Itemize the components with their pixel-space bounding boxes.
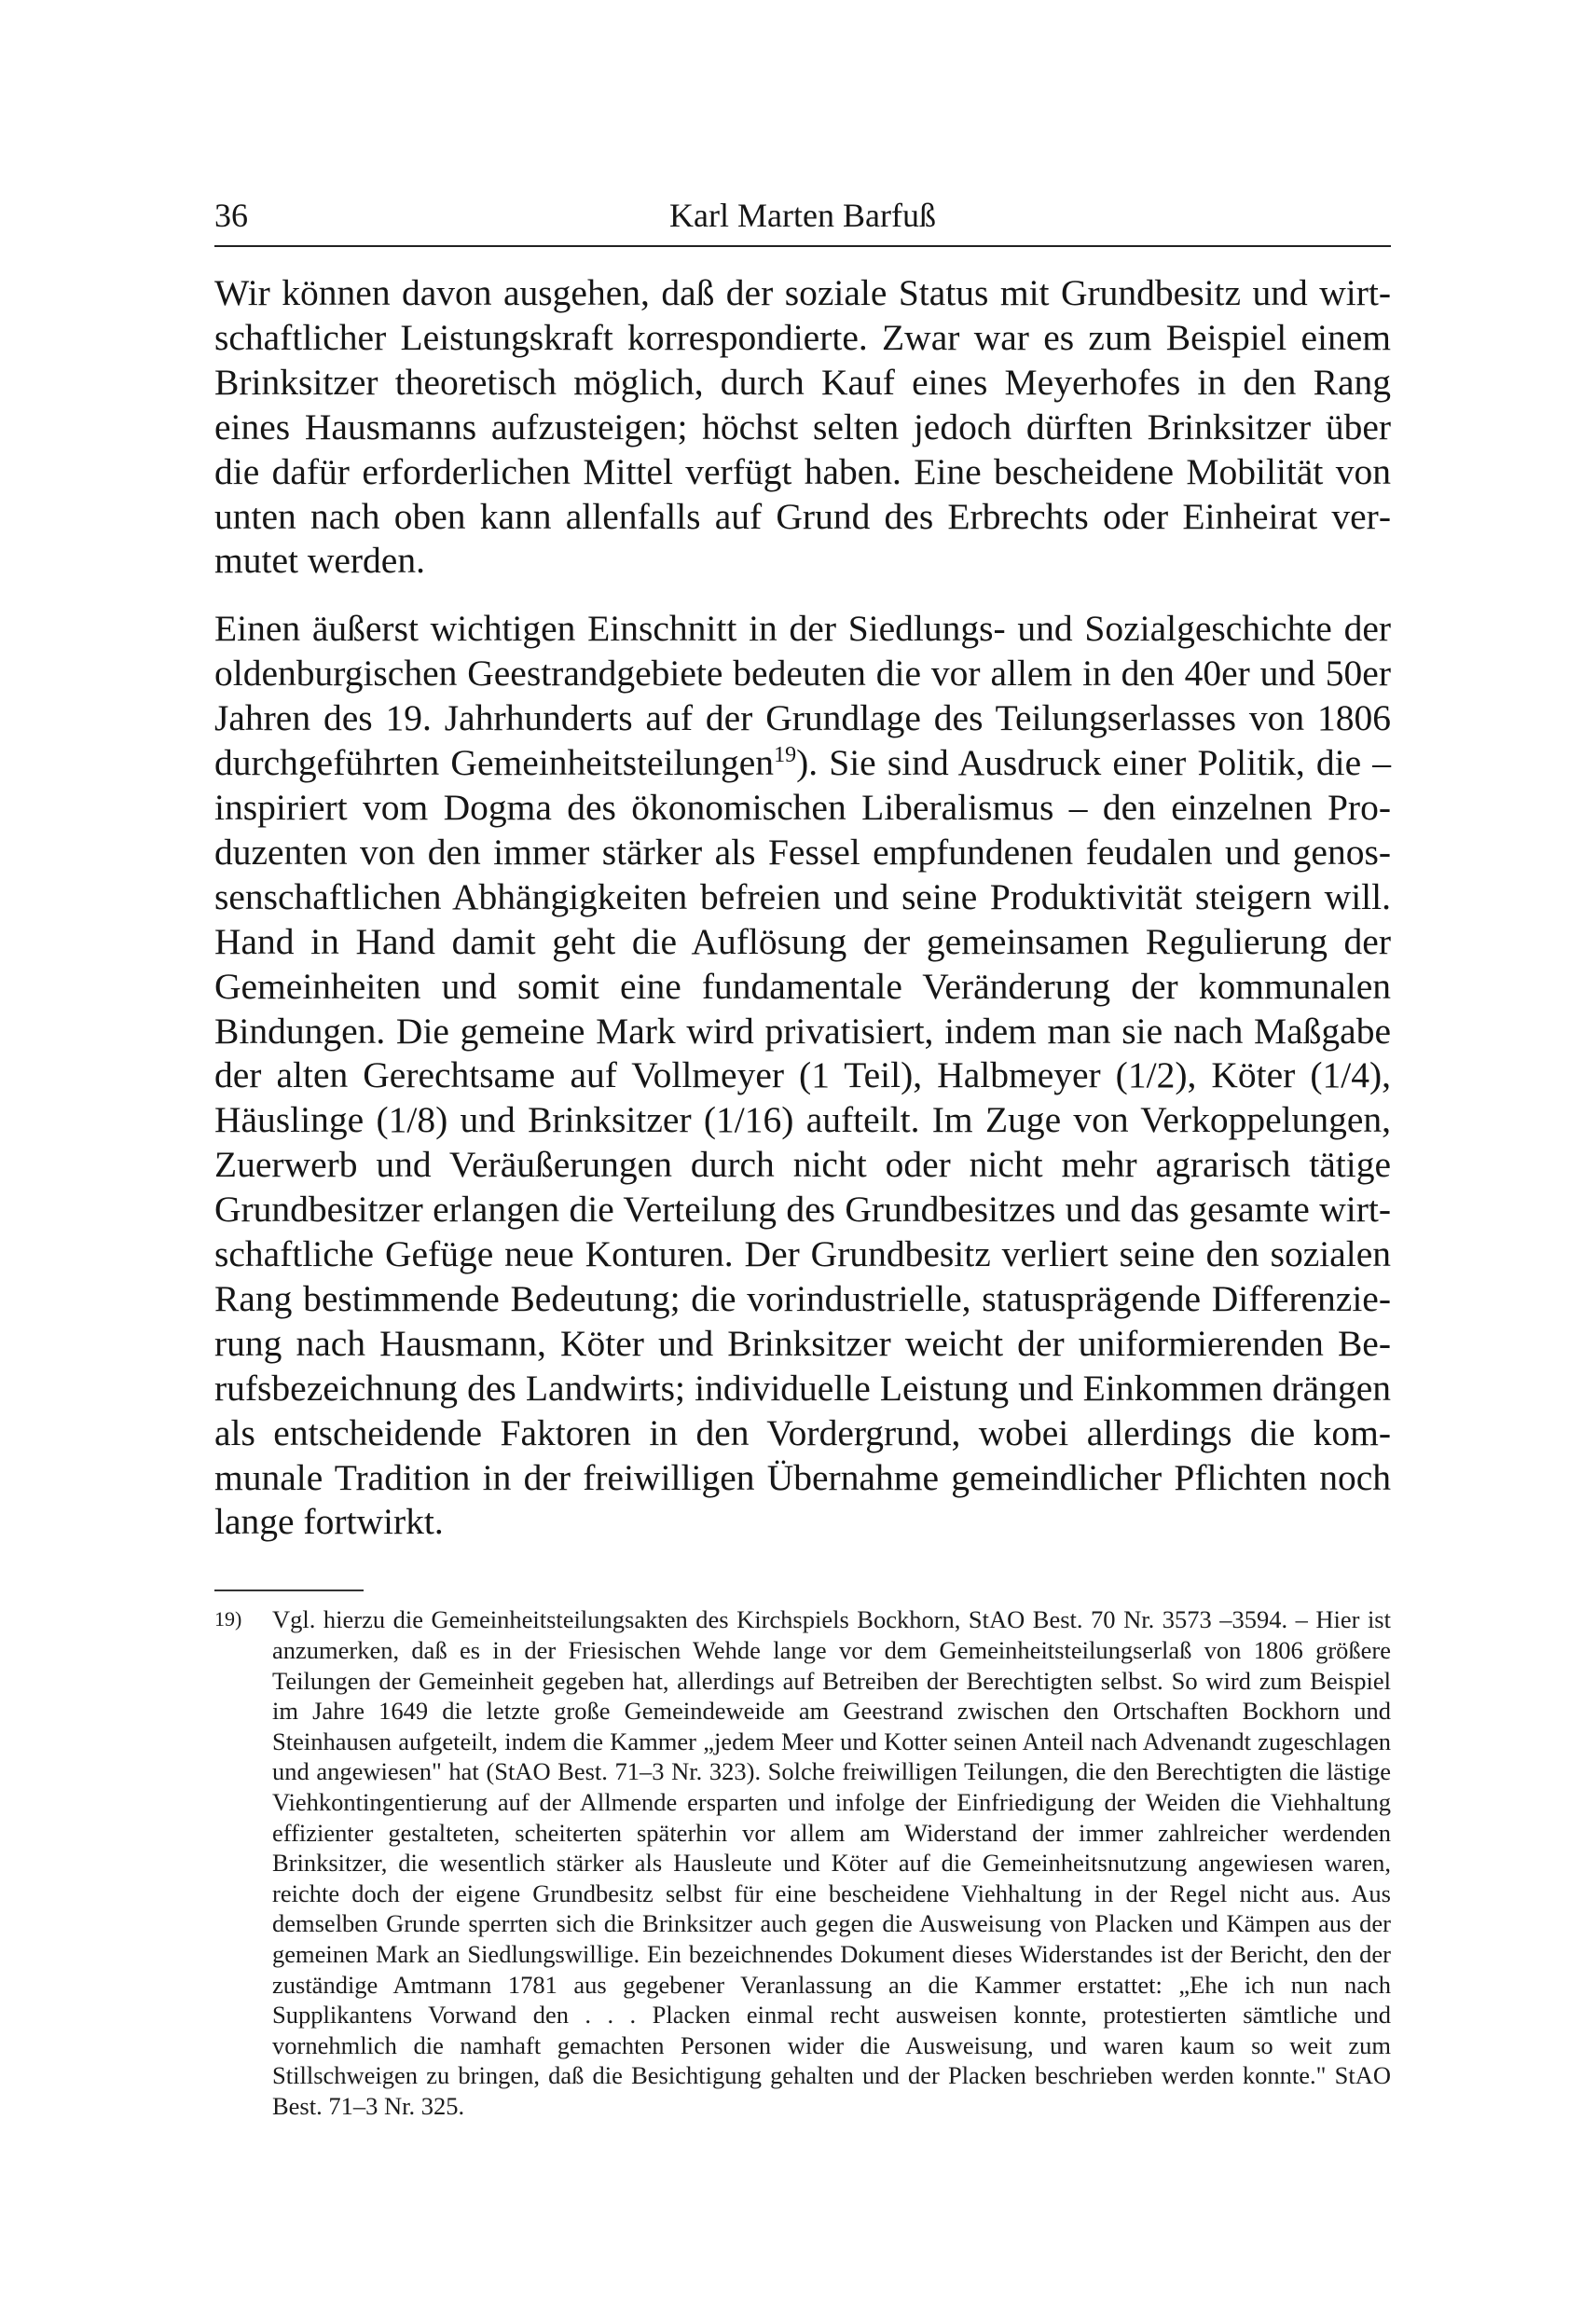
running-title: Karl Marten Barfuß [669, 197, 936, 234]
paragraph-1: Wir können davon ausgehen, daß der soziale Status mit Grundbesitz und wirtschaftlicher Leistungskraft korrespondierte. Zwar war es zum Beispiel einem Brinksitzer theoretisch möglich, durch Kauf eines Meyerhofes in den Rang eines Hausmanns aufzusteigen; höchst selten jedoch dürften Brinksitzer über die dafür erforderlichen Mittel verfügt haben. Eine bescheidene Mobilität von unten nach oben kann allenfalls auf Grund des Erbrechts oder Einheirat vermutet werden. [214, 272, 1391, 582]
paragraph-2-part-1: Einen äußerst wichtigen Einschnitt in der Siedlungs- und Sozialgeschichte der oldenburgischen Geestrandgebiete bedeuten die vor allem in den 40er und 50er Jahren des 19. Jahrhunderts auf der Grundlage des Teilungserlasses von 1806 durchgeführten Gemeinheitsteilungen [214, 608, 1391, 784]
footnote [214, 1604, 1391, 2121]
footnote-text: Vgl. hierzu die Gemeinheitsteilungsakten des Kirchspiels Bockhorn, StAO Best. 70 Nr. 3573 –3594. – Hier ist anzumerken, daß es in der Friesischen Wehde lange vor dem Gemeinheitsteilungserlaß von 1806 größere Teilungen der Gemeinheit gegeben hat, allerdings auf Betreiben der Berechtigten selbst. So wird zum Beispiel im Jahre 1649 die letzte große Gemeindeweide am Geestrand zwischen den Ortschaften Bockhorn und Steinhausen aufgeteilt, indem die Kammer „jedem Meer und Kotter seinen Anteil nach Advenandt zugeschlagen und angewiesen" hat (StAO Best. 71–3 Nr. 323). Solche freiwilligen Teilungen, die den Berechtigten die lästige Viehkontingentierung auf der Allmende ersparten und infolge der Einfriedigung der Weiden die Viehhaltung effizienter gestalteten, scheiterten späterhin vor allem am Widerstand der immer zahlreicher werdenden Brinksitzer, die wesentlich stärker als Hausleute und Köter auf die Gemeinheitsnutzung angewiesen waren, reichte doch der eigene Grundbesitz selbst für eine bescheidene Viehhaltung in der Regel nicht aus. Aus demselben Grunde sperrten sich die Brinksitzer auch gegen die Ausweisung von Placken und Kämpen aus der gemeinen Mark an Siedlungswillige. Ein bezeichnendes Dokument dieses Widerstandes ist der Bericht, den der zuständige Amtmann 1781 aus gegebener Veranlassung an die Kammer erstattet: „Ehe ich nun nach Supplikantens Vorwand den . . . Placken einmal recht ausweisen konnte, protestierten sämtliche und vornehmlich die namhaft gemachten Personen wider die Ausweisung, und waren kaum so weit zum Stillschweigen zu bringen, daß die Besichtigung gehalten und der Placken beschrieben werden konnte." StAO Best. 71–3 Nr. 325. [272, 1605, 1391, 2120]
paragraph-2 [214, 607, 1391, 1545]
document-page [214, 191, 1391, 2121]
footnote-marker: 19) [214, 1607, 242, 1631]
running-head [214, 191, 1391, 240]
footnote-reference: 19 [774, 742, 797, 767]
footnote-rule [214, 1590, 364, 1591]
paragraph-2-part-2: ). Sie sind Ausdruck einer Politik, die – inspiriert vom Dogma des ökonomischen Liberalismus – den einzelnen Produzenten von den immer stärker als Fessel empfundenen feudalen und genossenschaftlichen Abhängigkeiten befreien und seine Produktivität steigern will. Hand in Hand damit geht die Auflösung der gemeinsamen Regulierung der Gemeinheiten und somit eine fundamentale Veränderung der kommunalen Bindungen. Die gemeine Mark wird privatisiert, indem man sie nach Maßgabe der alten Gerechtsame auf Vollmeyer (1 Teil), Halbmeyer (1/2), Köter (1/4), Häuslinge (1/8) und Brinksitzer (1/16) aufteilt. Im Zuge von Verkoppelungen, Zuerwerb und Veräußerungen durch nicht oder nicht mehr agrarisch tätige Grundbesitzer erlangen die Verteilung des Grundbesitzes und das gesamte wirtschaftliche Gefüge neue Konturen. Der Grundbesitz verliert seine den sozialen Rang bestimmende Bedeutung; die vorindustrielle, statusprägende Differenzierung nach Hausmann, Köter und Brinksitzer weicht der uniformierenden Berufsbezeichnung des Landwirts; individuelle Leistung und Einkommen drängen als entscheidende Faktoren in den Vordergrund, wobei allerdings die kommunale Tradition in der freiwilligen Übernahme gemeindlicher Pflichten noch lange fortwirkt. [214, 742, 1391, 1543]
header-rule [214, 245, 1391, 247]
page-number: 36 [214, 197, 248, 234]
body-text [214, 271, 1391, 1545]
